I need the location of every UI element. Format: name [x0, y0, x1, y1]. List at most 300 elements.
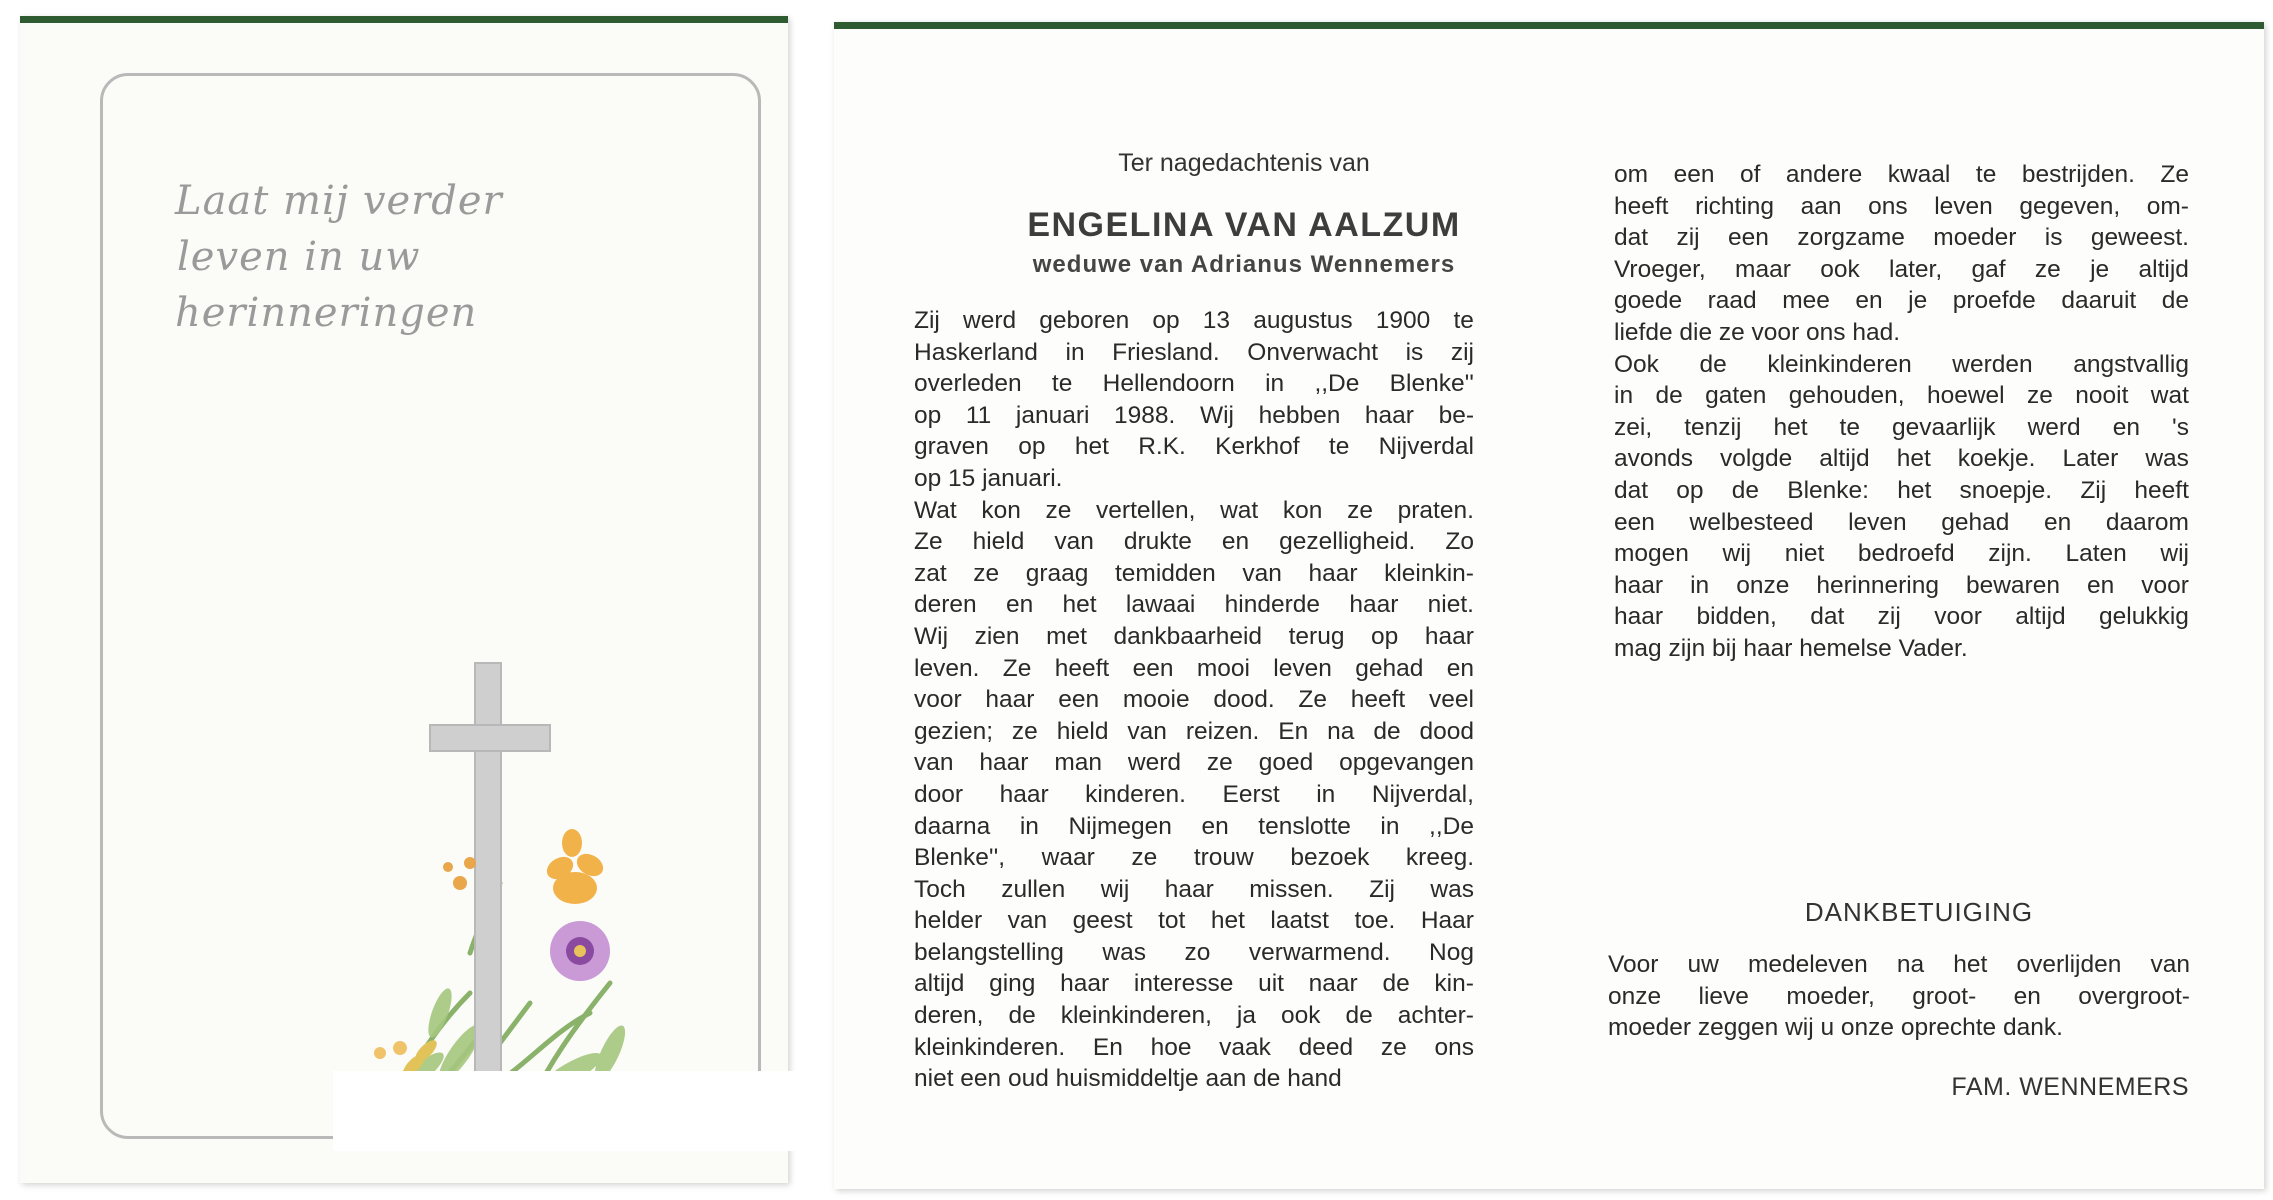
- word: medeleven: [1747, 951, 1868, 978]
- word: een: [1728, 224, 1769, 252]
- word: naar: [1308, 970, 1358, 998]
- word: en: [2087, 571, 2115, 599]
- word: van: [1007, 907, 1048, 935]
- word: dat: [1614, 476, 1649, 504]
- word: met: [1046, 622, 1087, 650]
- word: een: [1614, 508, 1655, 536]
- text-line: [914, 400, 1474, 432]
- word: zij: [1676, 224, 1700, 252]
- left-text-column: [914, 305, 1474, 1095]
- word: altijd: [2015, 603, 2066, 631]
- yellow-flower: [543, 829, 607, 904]
- text-line: [914, 1032, 1474, 1064]
- word: voor: [2141, 571, 2189, 599]
- word: heeft: [1350, 686, 1406, 714]
- word: En: [1278, 717, 1309, 745]
- word: hinderde: [1224, 591, 1321, 619]
- word: Nijverdal: [1378, 433, 1474, 461]
- word: toe.: [1354, 907, 1396, 935]
- word: altijd: [914, 970, 965, 998]
- word: van: [914, 749, 954, 777]
- word: raad: [1707, 287, 1757, 315]
- word: bewaren: [1965, 571, 2060, 599]
- word: gevaarlijk: [1892, 413, 1996, 441]
- word: het: [1773, 413, 1808, 441]
- word: wij: [1722, 540, 1752, 568]
- word: Blenke'',: [914, 844, 1006, 872]
- word: is: [1405, 338, 1424, 366]
- word: was: [2145, 445, 2189, 473]
- word: bezoek: [1290, 844, 1370, 872]
- word: reizen.: [1185, 717, 1260, 745]
- word: geboren: [1039, 307, 1130, 334]
- word: Later: [2062, 445, 2119, 473]
- word: 11: [965, 401, 992, 429]
- word: voor: [1934, 603, 1982, 631]
- text-line: [914, 937, 1474, 969]
- word: Toch: [914, 875, 966, 903]
- word: koekje.: [1957, 445, 2036, 473]
- word: snoepje.: [1959, 476, 2053, 504]
- word: dood.: [1213, 686, 1275, 714]
- word: dat: [1810, 603, 1845, 631]
- word: of: [1739, 161, 1761, 188]
- word: trouw: [1193, 844, 1254, 872]
- text-line: op 15 januari.: [914, 464, 1063, 492]
- word: tenslotte: [1258, 812, 1351, 840]
- word: interesse: [1133, 970, 1234, 998]
- verse-line: leven in uw: [177, 234, 421, 280]
- word: om-: [2146, 192, 2189, 220]
- word: opgevangen: [1339, 749, 1474, 777]
- word: ze: [1206, 749, 1233, 777]
- word: 1900: [1375, 307, 1431, 334]
- word: in: [1065, 338, 1085, 366]
- word: Kerkhof: [1215, 433, 1300, 461]
- word: deren: [914, 591, 977, 619]
- thanks-text: [1608, 949, 2190, 1044]
- verse-line: herinneringen: [175, 290, 478, 336]
- verse-line: Laat mij verder: [175, 178, 503, 224]
- word: Zij: [914, 307, 940, 334]
- word: in: [1614, 382, 1634, 410]
- word: in: [1690, 571, 1710, 599]
- word: daarom: [2105, 508, 2189, 536]
- word: man: [1054, 749, 1103, 777]
- word: haar: [1614, 571, 1664, 599]
- word: leven.: [914, 654, 980, 682]
- word: temidden: [1114, 559, 1216, 587]
- word: Blenke:: [1787, 476, 1869, 504]
- word: welbesteed: [1689, 508, 1814, 536]
- word: Wij: [1199, 401, 1234, 429]
- word: Blenke'': [1389, 370, 1474, 398]
- word: bestrijden.: [2021, 161, 2135, 188]
- word: ze: [1011, 717, 1038, 745]
- word: kreeg.: [1405, 844, 1474, 872]
- word: 13: [1202, 307, 1231, 334]
- word: te: [1975, 161, 1997, 188]
- word: het: [1896, 445, 1931, 473]
- word: ook: [1820, 255, 1860, 283]
- word: groot-: [1912, 982, 1977, 1010]
- word: ging: [989, 970, 1036, 998]
- word: haar: [979, 749, 1029, 777]
- word: op: [1018, 433, 1046, 461]
- word: Vroeger,: [1614, 255, 1706, 283]
- text-line: [914, 716, 1474, 748]
- memorial-card-inside: [834, 22, 2264, 1189]
- word: aan: [1800, 192, 1842, 220]
- word: wij: [1100, 875, 1130, 903]
- word: te: [1328, 433, 1350, 461]
- word: het: [1897, 476, 1932, 504]
- word: gezien;: [914, 717, 994, 745]
- word: was: [1102, 938, 1146, 966]
- word: het: [1953, 951, 1988, 978]
- text-line: [914, 526, 1474, 558]
- word: geest: [1072, 907, 1133, 935]
- word: gelukkig: [2099, 603, 2189, 631]
- word: gehad: [1941, 508, 2010, 536]
- word: mogen: [1614, 540, 1689, 568]
- word: Zij: [2080, 476, 2107, 504]
- text-line: [1614, 507, 2189, 539]
- word: ze: [1347, 496, 1373, 524]
- word: niet.: [1427, 591, 1474, 619]
- word: en: [1221, 528, 1250, 556]
- text-line: [1614, 191, 2189, 223]
- word: gaf: [1971, 255, 2006, 283]
- right-text-column: [1614, 159, 2189, 665]
- text-line: [914, 621, 1474, 653]
- word: hebben: [1258, 401, 1341, 429]
- word: haar: [1364, 401, 1414, 429]
- word: door: [914, 780, 964, 808]
- text-line: moeder zeggen wij u onze oprechte dank.: [1608, 1014, 2063, 1042]
- text-line: [914, 653, 1474, 685]
- word: haar: [1308, 559, 1358, 587]
- word: ons: [1434, 1033, 1474, 1061]
- word: Nog: [1429, 938, 1474, 966]
- word: Zo: [1445, 528, 1474, 556]
- card-overlap-area: [333, 1071, 813, 1151]
- word: niet: [1784, 540, 1825, 568]
- word: van: [1127, 717, 1167, 745]
- word: van: [2150, 951, 2190, 978]
- word: daarna: [914, 812, 991, 840]
- text-line: [1614, 285, 2189, 317]
- word: om: [1614, 161, 1649, 188]
- word: na: [1896, 951, 1925, 978]
- word: zo: [1184, 938, 1211, 966]
- word: moeder,: [1786, 982, 1875, 1010]
- word: mooie: [1122, 686, 1190, 714]
- text-line: [1614, 443, 2189, 475]
- word: altijd: [1819, 445, 1870, 473]
- word: werd: [1127, 749, 1182, 777]
- word: haar: [1164, 875, 1214, 903]
- text-line: [914, 747, 1474, 779]
- word: ook: [1280, 1002, 1321, 1030]
- word: lawaai: [1125, 591, 1196, 619]
- word: avonds: [1614, 445, 1694, 473]
- word: maar: [1735, 255, 1791, 283]
- word: kleinkin-: [1384, 559, 1474, 587]
- word: kon: [1282, 496, 1323, 524]
- word: goed: [1258, 749, 1314, 777]
- word: ze: [1380, 1033, 1407, 1061]
- word: vaak: [1219, 1033, 1271, 1061]
- word: de: [1655, 382, 1683, 410]
- text-line: [914, 905, 1474, 937]
- word: heeft: [1614, 192, 1669, 220]
- word: kwaal: [1887, 161, 1951, 188]
- word: daaruit: [2061, 287, 2137, 315]
- word: bidden,: [1696, 603, 1777, 631]
- word: drukte: [1123, 528, 1192, 556]
- word: uw: [1687, 951, 1719, 978]
- word: Ook: [1614, 350, 1659, 378]
- word: de: [1382, 970, 1410, 998]
- subtitle: weduwe van Adrianus Wennemers: [1032, 251, 1456, 278]
- word: ze: [2034, 255, 2061, 283]
- word: 's: [2172, 413, 2189, 441]
- word: zij: [1450, 338, 1474, 366]
- word: graag: [1025, 559, 1089, 587]
- word: altijd: [2138, 255, 2189, 283]
- word: verwarmend.: [1248, 938, 1391, 966]
- word: te: [1839, 413, 1860, 441]
- text-line: [914, 431, 1474, 463]
- text-line: [1614, 538, 2189, 570]
- purple-flower: [550, 921, 610, 981]
- word: overgroot-: [2078, 982, 2190, 1010]
- word: en: [2112, 413, 2140, 441]
- text-line: [914, 684, 1474, 716]
- word: heeft: [2134, 476, 2189, 504]
- small-buds: [374, 857, 476, 1059]
- word: kleinkinderen.: [914, 1033, 1066, 1061]
- word: en: [1005, 591, 1034, 619]
- word: bedroefd: [1857, 540, 1955, 568]
- text-line: [1608, 949, 2190, 981]
- word: deed: [1298, 1033, 1354, 1061]
- word: en: [1855, 287, 1883, 315]
- word: gaten: [1705, 382, 1767, 410]
- word: een: [1058, 686, 1100, 714]
- word: Zij: [1369, 875, 1395, 903]
- word: en: [2013, 982, 2041, 1010]
- word: en: [2044, 508, 2072, 536]
- word: moeder: [1933, 224, 2017, 252]
- word: haar: [1424, 622, 1474, 650]
- text-line: [914, 1000, 1474, 1032]
- word: van: [1242, 559, 1282, 587]
- word: zien: [974, 622, 1020, 650]
- text-line: [914, 811, 1474, 843]
- word: ons: [1868, 192, 1908, 220]
- word: Voor: [1608, 951, 1659, 978]
- word: dood: [1419, 717, 1474, 745]
- word: zijn.: [1988, 540, 2032, 568]
- word: haar: [999, 780, 1049, 808]
- word: op: [914, 401, 942, 429]
- word: waar: [1041, 844, 1095, 872]
- word: Ze: [2160, 161, 2189, 188]
- deceased-name: ENGELINA VAN AALZUM: [1027, 206, 1461, 244]
- word: Ze: [1002, 654, 1032, 682]
- word: praten.: [1397, 496, 1474, 524]
- word: ja: [1236, 1002, 1256, 1030]
- text-line: [1614, 412, 2189, 444]
- word: Ze: [914, 528, 943, 556]
- word: ze: [1131, 844, 1158, 872]
- word: laatst: [1270, 907, 1329, 935]
- word: Wij: [914, 622, 949, 650]
- word: tot: [1158, 907, 1186, 935]
- word: wat: [1220, 496, 1259, 524]
- text-line: [914, 558, 1474, 590]
- word: gezelligheid.: [1279, 528, 1416, 556]
- word: lieve: [1698, 982, 1749, 1010]
- word: Onverwacht: [1247, 338, 1378, 366]
- word: werd: [963, 307, 1017, 334]
- word: achter-: [1397, 1002, 1474, 1030]
- word: en: [1446, 654, 1474, 682]
- word: hoewel: [1926, 382, 2005, 410]
- word: onze: [1736, 571, 1790, 599]
- word: vertellen,: [1096, 496, 1196, 524]
- word: de: [1731, 476, 1760, 504]
- word: angstvallig: [2073, 350, 2189, 378]
- word: 1988.: [1114, 401, 1176, 429]
- word: na: [1327, 717, 1355, 745]
- text-line: [914, 368, 1474, 400]
- word: ze: [973, 559, 1000, 587]
- word: de: [2161, 287, 2189, 315]
- word: gegeven,: [2019, 192, 2121, 220]
- word: in: [1265, 370, 1285, 398]
- text-line: [1614, 159, 2189, 191]
- text-line: mag zijn bij haar hemelse Vader.: [1614, 634, 1968, 662]
- word: kon: [981, 496, 1021, 524]
- word: nooit: [2075, 382, 2129, 410]
- word: de: [1699, 350, 1727, 378]
- word: je: [1908, 287, 1928, 315]
- word: graven: [914, 433, 989, 461]
- word: op: [1676, 476, 1704, 504]
- word: proefde: [1952, 287, 2036, 315]
- text-line: [1614, 380, 2189, 412]
- word: Laten: [2065, 540, 2127, 568]
- word: Nijmegen: [1068, 812, 1172, 840]
- word: ze: [1045, 496, 1072, 524]
- intro-text: Ter nagedachtenis van: [1118, 149, 1370, 177]
- word: was: [1430, 875, 1474, 903]
- word: ze: [2027, 382, 2053, 410]
- word: heeft: [1054, 654, 1110, 682]
- memorial-card-front: [20, 16, 788, 1183]
- word: zullen: [1001, 875, 1066, 903]
- text-line: [914, 874, 1474, 906]
- word: En: [1092, 1033, 1123, 1061]
- text-line: [1614, 601, 2189, 633]
- word: leven: [1273, 654, 1332, 682]
- word: dat: [1614, 224, 1649, 252]
- word: wat: [2150, 382, 2189, 410]
- word: later,: [1889, 255, 1943, 283]
- word: in: [1380, 812, 1400, 840]
- text-line: [914, 337, 1474, 369]
- text-line: niet een oud huismiddeltje aan de hand: [914, 1065, 1342, 1093]
- word: helder: [914, 907, 983, 935]
- word: dankbaarheid: [1113, 622, 1263, 650]
- text-line: [1614, 475, 2189, 507]
- word: Ze: [1298, 686, 1327, 714]
- word: haar: [1614, 603, 1664, 631]
- word: R.K.: [1138, 433, 1186, 461]
- word: richting: [1695, 192, 1775, 220]
- text-line: [914, 589, 1474, 621]
- word: de: [1373, 717, 1401, 745]
- word: van: [1054, 528, 1094, 556]
- word: te: [1051, 370, 1073, 398]
- word: op: [1152, 307, 1180, 334]
- text-line: [1614, 222, 2189, 254]
- word: is: [2044, 224, 2063, 252]
- word: uit: [1258, 970, 1284, 998]
- word: mooi: [1196, 654, 1250, 682]
- word: in: [1316, 780, 1336, 808]
- thanks-title: DANKBETUIGING: [1804, 897, 2034, 927]
- word: veel: [1429, 686, 1474, 714]
- word: wij: [2160, 540, 2189, 568]
- word: tenzij: [1684, 413, 1742, 441]
- text-line: [1614, 570, 2189, 602]
- word: een: [1132, 654, 1174, 682]
- signature: FAM. WENNEMERS: [1951, 1073, 2189, 1101]
- word: Wat: [914, 496, 957, 524]
- verse: [175, 173, 595, 341]
- word: kleinkinderen: [1767, 350, 1912, 378]
- text-line: [1614, 254, 2189, 286]
- word: haar: [1060, 970, 1110, 998]
- word: andere: [1785, 161, 1863, 188]
- word: kinderen.: [1085, 780, 1186, 808]
- word: overleden: [914, 370, 1022, 398]
- word: missen.: [1249, 875, 1334, 903]
- word: werd: [2027, 413, 2081, 441]
- word: leven: [1934, 192, 1993, 220]
- word: hield: [972, 528, 1025, 556]
- word: be-: [1438, 401, 1474, 429]
- text-line: [914, 842, 1474, 874]
- word: hield: [1056, 717, 1109, 745]
- word: belangstelling: [914, 938, 1064, 966]
- word: kleinkinderen,: [1060, 1002, 1212, 1030]
- text-line: liefde die ze voor ons had.: [1614, 318, 1901, 346]
- word: Nijverdal,: [1371, 780, 1474, 808]
- word: voor: [914, 686, 962, 714]
- word: leven: [1848, 508, 1907, 536]
- word: je: [2090, 255, 2110, 283]
- word: kin-: [1434, 970, 1474, 998]
- word: het: [1074, 433, 1109, 461]
- word: werden: [1952, 350, 2033, 378]
- word: Haskerland: [914, 338, 1038, 366]
- text-line: [1614, 349, 2189, 381]
